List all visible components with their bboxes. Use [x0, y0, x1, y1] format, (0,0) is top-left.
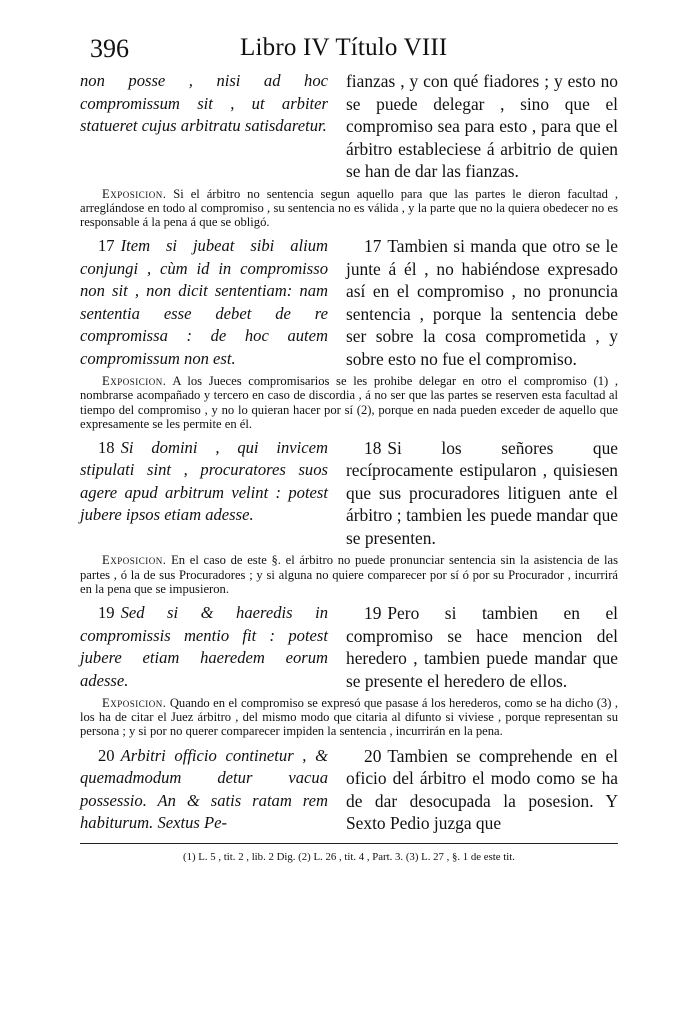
latin-paragraph: [80, 235, 328, 370]
footnote-rule: [80, 843, 618, 844]
latin-text: Item si jubeat sibi alium conjungi , cùm id in compromisso non sit , non dicit sententiam: nam sententia esse debet de re compromissa : de hoc autem compromissum non est.: [80, 236, 328, 368]
spanish-text: Si los señores que recíprocamente estipularon , quisiesen que sus procuradores litiguen ante el árbitro ; tambien les puede mandar que se presenten.: [346, 437, 618, 548]
exposicion-text: En el caso de este §. el árbitro no puede pronunciar sentencia sin la asistencia de las partes , ó la de sus Procuradores ; y si alguna no quiere comparecer por sí ó por su Procurador , incurrirá en la pena que se impusieron.: [80, 553, 618, 596]
paragraph-number: 19: [98, 603, 115, 623]
latin-text: Si domini , qui invicem stipulati sint , procuratores suos agere apud arbitrum velint : potest jubere ipsos etiam adesse.: [80, 437, 328, 525]
paragraph-number: 20: [98, 745, 115, 765]
exposicion: [80, 696, 618, 739]
paragraph-pair: [80, 235, 618, 370]
latin-text: non posse , nisi ad hoc compromissum sit , ut arbiter statueret cujus arbitratu satisdaretur.: [80, 71, 328, 135]
latin-text: Sed si & haeredis in compromissis mentio fit : potest jubere etiam haeredem eorum adesse.: [80, 603, 328, 690]
spanish-text: Tambien si manda que otro se le junte á él , no habiéndose expresado así en el compromiso , no pronuncia sentencia , porque la sentencia debe ser sobre la cosa comprometida , y sobre esto no fue el compromiso.: [346, 236, 618, 369]
exposicion: [80, 187, 618, 230]
latin-paragraph: [80, 602, 328, 692]
exposicion-text: Quando en el compromiso se expresó que pasase á los herederos, como se ha dicho (3) , los ha de citar el Juez árbitro , del mismo modo que citaria al difunto si viviese , porque representan su persona ; y si por no querer comparecer impiden la sentencia , incurrirán en la pena.: [80, 696, 618, 739]
paragraph-pair: [80, 70, 618, 183]
exposicion-text: A los Jueces compromisarios se les prohibe delegar en otro el compromiso (1) , nombrarse acompañado y tercero en caso de discordia , á no ser que las partes se reserven esta facultad al tiempo del compromiso , y no lo quieran hacer por sí (2), porque en nada pueden exceder de aquello que expresamente se les permite en él.: [80, 374, 618, 431]
spanish-text: Tambien se comprehende en el oficio del árbitro el modo como se ha de dar desocupada la posesion. Y Sexto Pedio juzga que: [346, 745, 618, 834]
spanish-paragraph: [346, 437, 618, 550]
paragraph-pair: [80, 602, 618, 692]
page-header: [80, 34, 618, 70]
spanish-text: fianzas , y con qué fiadores ; y esto no se puede delegar , sino que el compromiso sea para esto , para que el árbitro estableciese á arbitrio de quien se han de dar las fianzas.: [346, 71, 618, 181]
exposicion-label: Exposicion.: [102, 186, 167, 201]
exposicion-label: Exposicion.: [102, 696, 167, 711]
latin-paragraph: [80, 745, 328, 835]
spanish-paragraph: [346, 602, 618, 692]
spanish-text: Pero si tambien en el compromiso se hace mencion del heredero , tambien puede mandar que se presente el heredero de ellos.: [346, 603, 618, 691]
footnote: (1) L. 5 , tit. 2 , lib. 2 Dig. (2) L. 26 , tit. 4 , Part. 3. (3) L. 27 , §. 1 de este tit.: [183, 850, 515, 863]
spanish-paragraph: [346, 235, 618, 370]
paragraph-number: 17: [364, 236, 382, 257]
paragraph-pair: [80, 437, 618, 550]
paragraph-number: 20: [364, 745, 382, 766]
paragraph-pair: [80, 745, 618, 835]
latin-paragraph: [80, 437, 328, 550]
page-number: 396: [90, 34, 129, 63]
paragraph-number: 18: [364, 437, 382, 458]
paragraph-number: 19: [364, 603, 382, 624]
exposicion-text: Si el árbitro no sentencia segun aquello para que las partes le dieron facultad , arreglándose en todo al compromiso , su sentencia no es válida , y la parte que no la quiera obedecer no es responsable á la pena á que se obligó.: [80, 186, 618, 229]
running-title: Libro IV Título VIII: [240, 34, 448, 61]
page: [80, 34, 618, 864]
spanish-paragraph: [346, 745, 618, 835]
paragraph-number: 18: [98, 437, 115, 457]
exposicion-label: Exposicion.: [102, 553, 167, 568]
exposicion-label: Exposicion.: [102, 374, 167, 389]
exposicion: [80, 374, 618, 431]
paragraph-number: 17: [98, 236, 115, 256]
latin-text: Arbitri officio continetur , & quemadmodum detur vacua possessio. An & satis ratam rem habiturum. Sextus Pe-: [80, 745, 328, 833]
exposicion: [80, 553, 618, 596]
